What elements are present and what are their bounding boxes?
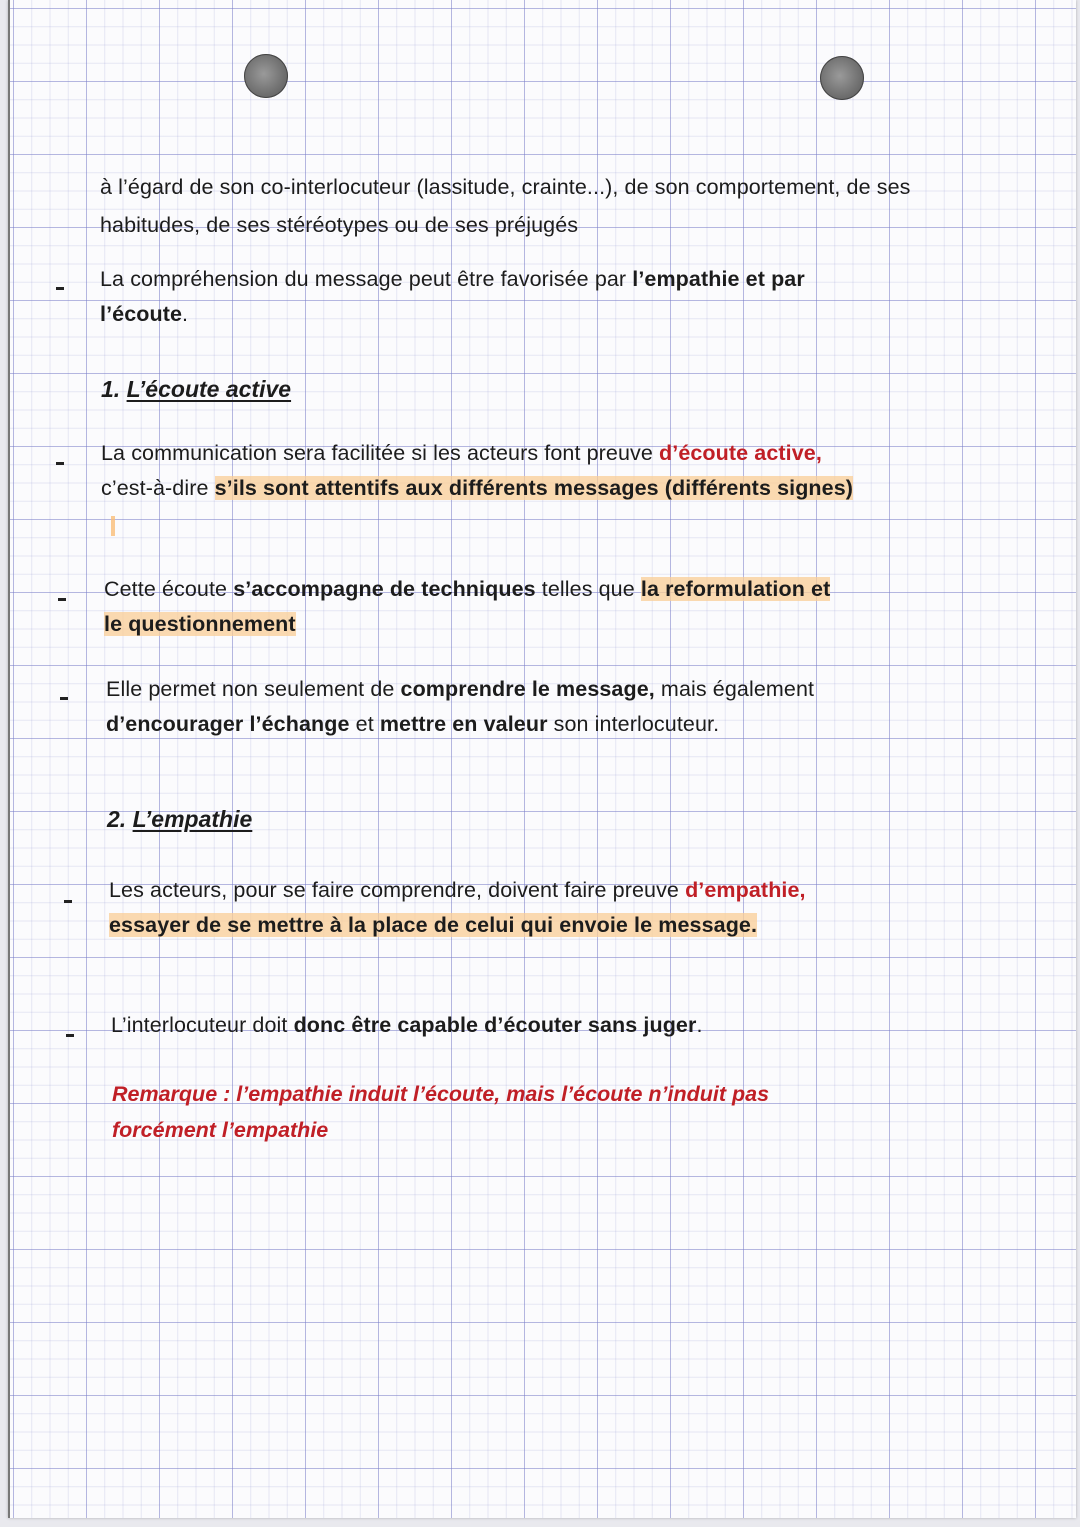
bullet-dash (56, 287, 64, 290)
bullet-dash (66, 1034, 74, 1037)
paragraph-acteurs: Les acteurs, pour se faire comprendre, doivent faire preuve d’empathie, essayer de se mettre à la place de celui qui envoie le message. (109, 878, 806, 937)
punch-hole (820, 56, 864, 100)
bullet-dash (64, 900, 72, 903)
paragraph-techniques: Cette écoute s’accompagne de techniques telles que la reformulation et le questionnement (104, 577, 831, 636)
intro-line-2: habitudes, de ses stéréotypes ou de ses préjugés (100, 213, 579, 237)
bullet-dash (56, 462, 64, 465)
paragraph-communication: La communication sera facilitée si les acteurs font preuve d’écoute active, c’est-à-dire s’ils sont attentifs aux différents messages (différents signes) (101, 441, 854, 500)
paragraph-interlocuteur: L’interlocuteur doit donc être capable d’écouter sans juger. (111, 1013, 703, 1037)
graph-paper-sheet (8, 0, 1076, 1518)
intro-line-1: à l’égard de son co-interlocuteur (lassitude, crainte...), de son comportement, de ses (100, 175, 911, 199)
paragraph-comprehension: La compréhension du message peut être favorisée par l’empathie et par l’écoute. (100, 267, 805, 326)
paragraph-permet: Elle permet non seulement de comprendre le message, mais également d’encourager l’échange et mettre en valeur son interlocuteur. (106, 677, 815, 736)
highlight-mark (111, 516, 115, 536)
section-heading-empathie: 2. L’empathie (107, 806, 253, 832)
bullet-dash (58, 598, 66, 601)
remark-note: Remarque : l’empathie induit l’écoute, mais l’écoute n’induit pas forcément l’empathie (112, 1082, 770, 1142)
punch-hole (244, 54, 288, 98)
bullet-dash (60, 697, 68, 700)
section-heading-ecoute-active: 1. L’écoute active (101, 376, 292, 402)
